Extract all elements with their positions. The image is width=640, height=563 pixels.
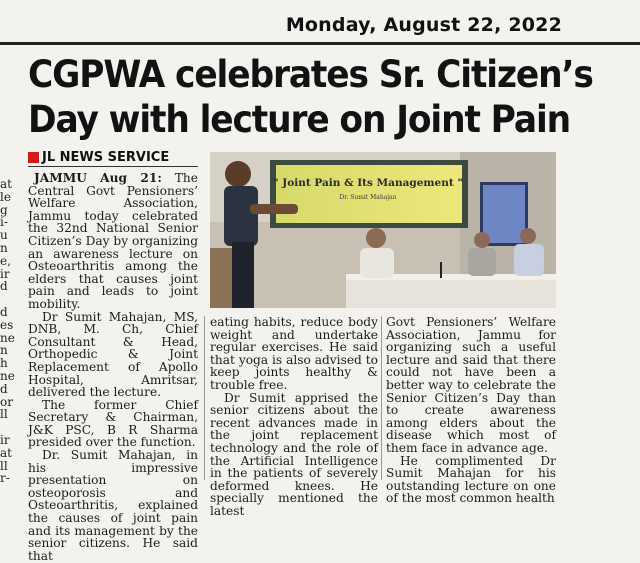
headline-line-2: Day with lecture on Joint Pain: [28, 98, 571, 141]
fragment-line: g: [0, 202, 8, 217]
article-column-1: [28, 171, 198, 563]
paragraph-4: Dr. Sumit Mahajan, in his impressive presentation on osteoporosis and Osteoarthritis, explained the causes of joint pain and its management by the senior citizens. He said that: [28, 448, 198, 563]
column-divider: [381, 316, 382, 480]
paragraph-8: He complimented Dr Sumit Mahajan for his outstanding lecture on one of the most common health: [386, 453, 556, 506]
fragment-line: ne: [0, 330, 15, 345]
fragment-line: n: [0, 343, 8, 358]
fragment-line: at: [0, 445, 12, 460]
fragment-line: i-: [0, 215, 8, 230]
fragment-line: r-: [0, 471, 10, 486]
headline-line-1: CGPWA celebrates Sr. Citizen’s: [28, 53, 593, 96]
byline-square-icon: [28, 152, 39, 163]
fragment-line: or: [0, 394, 13, 409]
fragment-line: ir: [0, 432, 10, 447]
adjacent-column-fragment: [0, 178, 14, 485]
paragraph-1-text: The Central Govt Pensioners’ Welfare Association, Jammu today celebrated the 32nd National Senior Citizen’s Day by organizing an awareness lecture on Osteoarthritis among the elders that causes joint pain and leads to joint mobility.: [28, 171, 198, 311]
paragraph-3: The former Chief Secretary & Chairman, J&K PSC, B R Sharma presided over the function.: [28, 397, 198, 450]
fragment-line: ll: [0, 407, 8, 422]
article-column-3: [386, 315, 556, 506]
column-divider: [204, 316, 205, 480]
paragraph-7: Govt Pensioners’ Welfare Association, Jammu for organizing such a useful lecture and said that there could not have been a better way to celebrate the Senior Citizen’s Day than to create awareness among elders about the disease which most of them face in advance age.: [386, 315, 556, 455]
fragment-line: n: [0, 240, 8, 255]
fragment-line: e,: [0, 253, 11, 268]
article-column-2: [210, 315, 378, 518]
byline-rule: [28, 166, 198, 167]
story-dateline: JAMMU Aug 21:: [34, 171, 162, 185]
masthead-rule: [0, 42, 640, 45]
paragraph-5: eating habits, reduce body weight and undertake regular exercises. He said that yoga is also advised to keep joints healthy & trouble free.: [210, 315, 378, 392]
paragraph-6: Dr Sumit apprised the senior citizens about the recent advances made in the joint replacement technology and the role of the Artificial Intelligence in the patients of severely deformed knees. He specially mentioned the latest: [210, 390, 378, 518]
article-headline: [28, 52, 593, 142]
fragment-line: d: [0, 381, 8, 396]
fragment-line: u: [0, 228, 8, 243]
fragment-line: h: [0, 356, 8, 371]
fragment-line: le: [0, 189, 11, 204]
banner-speaker: Dr. Sumit Mahajan: [339, 194, 397, 201]
byline: [28, 150, 169, 165]
fragment-line: d: [0, 304, 8, 319]
event-photo: [210, 152, 556, 308]
banner-title: " Joint Pain & Its Management ": [273, 177, 463, 189]
byline-text: JL NEWS SERVICE: [42, 150, 170, 165]
paragraph-2: Dr Sumit Mahajan, MS, DNB, M. Ch, Chief Consultant & Head, Orthopedic & Joint Replacement of Apollo Hospital, Amritsar, delivered the lecture.: [28, 309, 198, 400]
fragment-line: ll: [0, 458, 8, 473]
fragment-line: ne: [0, 368, 15, 383]
paragraph-1: [28, 172, 198, 311]
issue-date: Monday, August 22, 2022: [285, 14, 562, 36]
fragment-line: es: [0, 317, 14, 332]
fragment-line: d: [0, 279, 8, 294]
fragment-line: ir: [0, 266, 10, 281]
fragment-line: at: [0, 177, 12, 191]
